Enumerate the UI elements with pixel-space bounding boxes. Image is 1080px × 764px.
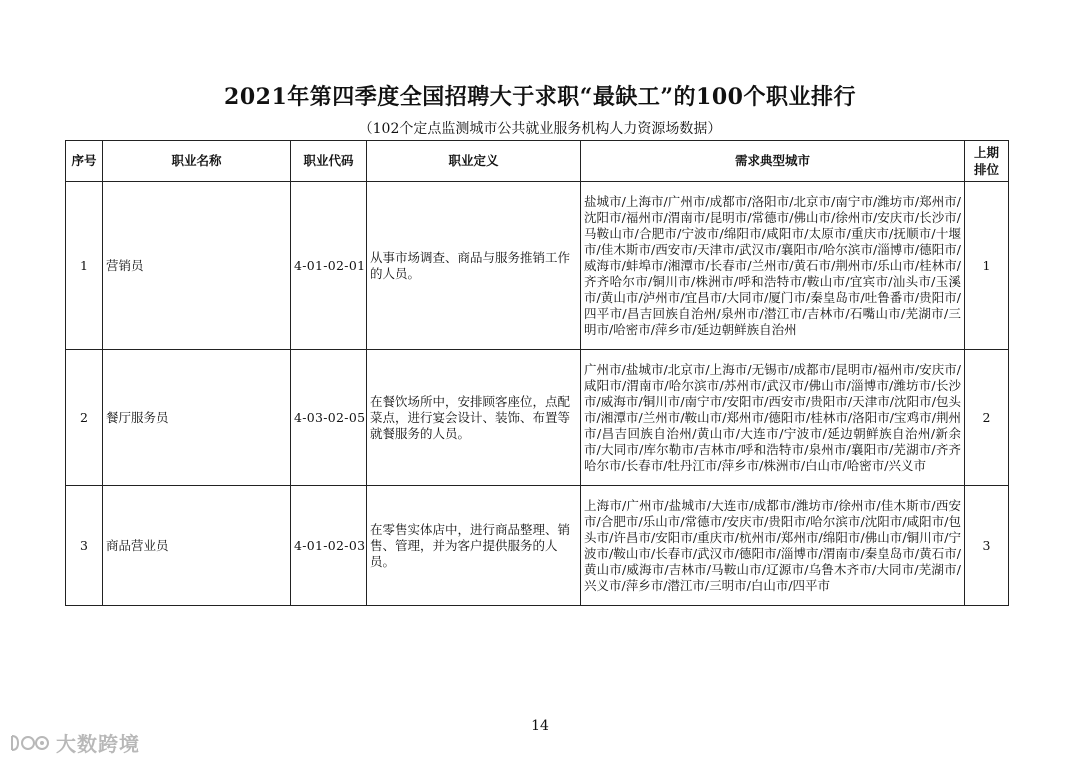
page-title: 2021年第四季度全国招聘大于求职“最缺工”的100个职业排行 <box>224 84 856 110</box>
row-occupation-name: 营销员 <box>103 182 291 350</box>
row-occupation-code: 4-03-02-05 <box>291 350 367 486</box>
row-serial-no: 1 <box>66 182 103 350</box>
row-previous-rank: 2 <box>965 350 1009 486</box>
header-occupation-definition: 职业定义 <box>367 141 581 182</box>
watermark <box>8 728 140 757</box>
row-typical-cities: 上海市/广州市/盐城市/大连市/成都市/潍坊市/徐州市/佳木斯市/西安市/合肥市/乐山市/常德市/安庆市/贵阳市/哈尔滨市/沈阳市/咸阳市/包头市/许昌市/安阳市/重庆市/杭州市/郑州市/绵阳市/佛山市/铜川市/宁波市/鞍山市/长春市/武汉市/德阳市/淄博市/渭南市/秦皇岛市/黄石市/黄山市/威海市/吉林市/马鞍山市/辽源市/乌鲁木齐市/大同市/芜湖市/兴义市/萍乡市/潜江市/三明市/白山市/四平市 <box>581 486 965 606</box>
header-serial-no: 序号 <box>66 141 103 182</box>
table-header-row <box>66 141 1009 182</box>
row-occupation-name: 餐厅服务员 <box>103 350 291 486</box>
row-occupation-name: 商品营业员 <box>103 486 291 606</box>
row-occupation-definition: 在餐饮场所中，安排顾客座位，点配菜点，进行宴会设计、装饰、布置等就餐服务的人员。 <box>367 350 581 486</box>
page-subtitle: （102个定点监测城市公共就业服务机构人力资源场数据） <box>358 121 722 137</box>
watermark-text: 大数跨境 <box>56 732 140 756</box>
row-occupation-definition: 在零售实体店中，进行商品整理、销售、管理，并为客户提供服务的人员。 <box>367 486 581 606</box>
row-serial-no: 2 <box>66 350 103 486</box>
row-occupation-code: 4-01-02-01 <box>291 182 367 350</box>
row-previous-rank: 3 <box>965 486 1009 606</box>
table-row <box>66 486 1009 606</box>
row-occupation-definition: 从事市场调查、商品与服务推销工作的人员。 <box>367 182 581 350</box>
row-occupation-code: 4-01-02-03 <box>291 486 367 606</box>
page-number: 14 <box>531 718 549 734</box>
row-previous-rank: 1 <box>965 182 1009 350</box>
row-typical-cities: 盐城市/上海市/广州市/成都市/洛阳市/北京市/南宁市/潍坊市/郑州市/沈阳市/福州市/渭南市/昆明市/常德市/佛山市/徐州市/安庆市/长沙市/马鞍山市/合肥市/宁波市/绵阳市/咸阳市/太原市/重庆市/抚顺市/十堰市/佳木斯市/西安市/天津市/武汉市/襄阳市/哈尔滨市/淄博市/德阳市/威海市/蚌埠市/湘潭市/长春市/兰州市/黄石市/荆州市/乐山市/桂林市/齐齐哈尔市/铜川市/株洲市/呼和浩特市/鞍山市/宜宾市/汕头市/玉溪市/黄山市/泸州市/宜昌市/大同市/厦门市/秦皇岛市/吐鲁番市/贵阳市/四平市/昌吉回族自治州/泉州市/潜江市/吉林市/石嘴山市/芜湖市/三明市/哈密市/萍乡市/延边朝鲜族自治州 <box>581 182 965 350</box>
brand-logo-icon <box>8 732 50 754</box>
header-previous-rank-label: 上期 排位 <box>973 145 999 177</box>
row-serial-no: 3 <box>66 486 103 606</box>
header-occupation-code: 职业代码 <box>291 141 367 182</box>
row-typical-cities: 广州市/盐城市/北京市/上海市/无锡市/成都市/昆明市/福州市/安庆市/咸阳市/渭南市/哈尔滨市/苏州市/武汉市/佛山市/淄博市/潍坊市/长沙市/威海市/铜川市/南宁市/安阳市/西安市/贵阳市/天津市/沈阳市/包头市/湘潭市/兰州市/鞍山市/郑州市/德阳市/桂林市/洛阳市/宝鸡市/荆州市/昌吉回族自治州/黄山市/大连市/宁波市/延边朝鲜族自治州/新余市/大同市/库尔勒市/吉林市/呼和浩特市/泉州市/襄阳市/芜湖市/齐齐哈尔市/长春市/牡丹江市/萍乡市/株洲市/白山市/哈密市/兴义市 <box>581 350 965 486</box>
occupation-ranking-table <box>65 140 1009 606</box>
header-occupation-name: 职业名称 <box>103 141 291 182</box>
header-previous-rank <box>965 141 1009 182</box>
table-row <box>66 182 1009 350</box>
table-row <box>66 350 1009 486</box>
header-typical-cities: 需求典型城市 <box>581 141 965 182</box>
